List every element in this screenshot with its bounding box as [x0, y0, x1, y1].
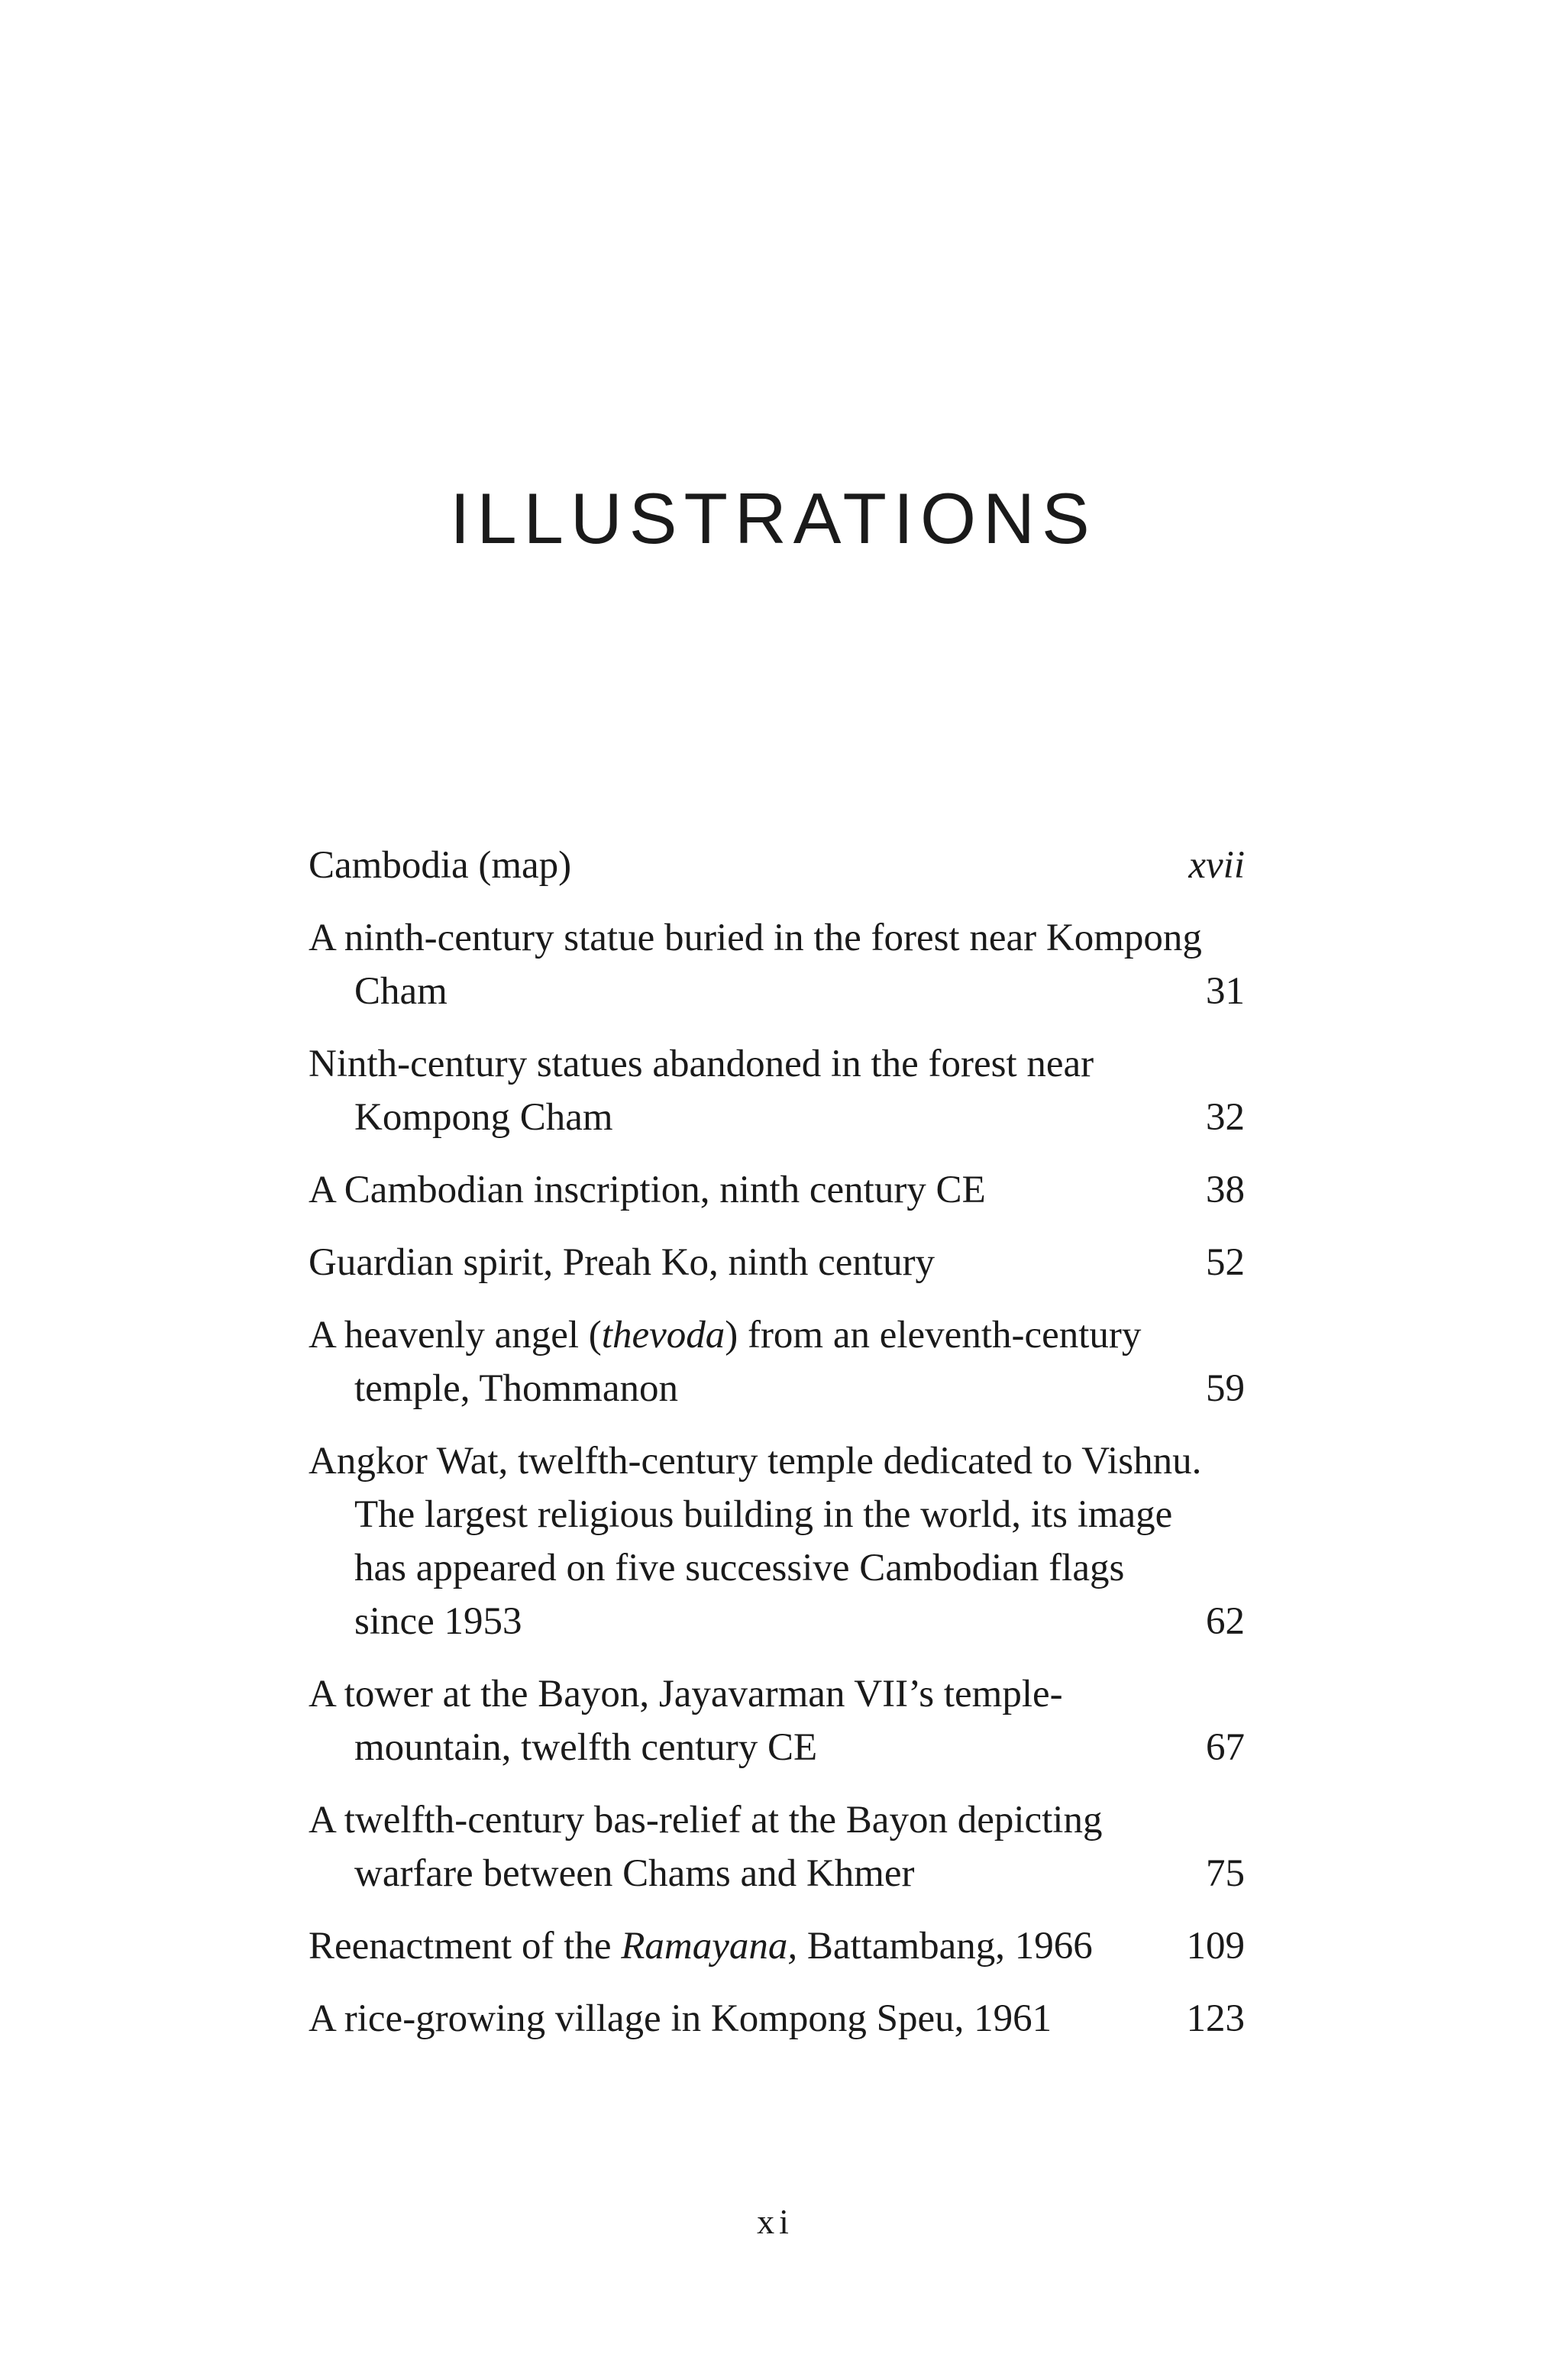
entry-caption: A Cambodian inscription, ninth century CE — [309, 1169, 986, 1211]
entry-caption: A tower at the Bayon, Jayavarman VII’s temple-mountain, twelfth century CE — [309, 1673, 1063, 1769]
entry-caption: Angkor Wat, twelfth-century temple dedicated to Vishnu. The largest religious building in the world, its image has appeared on five successive Cambodian flags since 1953 — [309, 1440, 1202, 1643]
caption-italic-term: thevoda — [601, 1314, 725, 1357]
list-item — [309, 1308, 1245, 1415]
entry-page-number: 31 — [1206, 970, 1245, 1013]
list-item — [309, 1793, 1245, 1900]
entry-caption: Guardian spirit, Preah Ko, ninth century — [309, 1241, 935, 1284]
entry-caption: Cambodia (map) — [309, 844, 572, 887]
entry-page-number: 32 — [1206, 1096, 1245, 1139]
entry-page-number: 62 — [1206, 1600, 1245, 1643]
caption-text: A heavenly angel ( — [309, 1314, 602, 1357]
entry-caption: A rice-growing village in Kompong Speu, 1961 — [309, 1997, 1052, 2040]
list-item — [309, 1434, 1245, 1648]
entry-page-number: 59 — [1206, 1367, 1245, 1410]
entry-caption — [309, 1919, 1187, 1973]
list-item — [309, 911, 1245, 1018]
list-item — [309, 1037, 1245, 1144]
entry-page-number: xvii — [1188, 844, 1245, 887]
list-item — [309, 1163, 1245, 1217]
illustrations-list — [309, 839, 1245, 2065]
entry-page-number: 52 — [1206, 1241, 1245, 1284]
caption-text: ) from an eleventh-century temple, Thommanon — [354, 1314, 1142, 1410]
page-number: xi — [757, 2202, 793, 2241]
list-item — [309, 1667, 1245, 1774]
list-item — [309, 1919, 1245, 1973]
list-item — [309, 1992, 1245, 2045]
list-item — [309, 839, 1245, 892]
caption-text: Reenactment of the — [309, 1925, 622, 1968]
entry-caption: A ninth-century statue buried in the forest near Kompong Cham — [309, 917, 1202, 1013]
list-item — [309, 1236, 1245, 1289]
entry-page-number: 67 — [1206, 1726, 1245, 1769]
caption-text: Battambang, 1966 — [797, 1925, 1093, 1968]
entry-page-number: 75 — [1206, 1852, 1245, 1895]
entry-page-number: 38 — [1206, 1169, 1245, 1211]
entry-caption: Ninth-century statues abandoned in the forest near Kompong Cham — [309, 1043, 1094, 1139]
entry-caption — [309, 1308, 1206, 1415]
entry-page-number: 109 — [1186, 1925, 1245, 1968]
page-title: ILLUSTRATIONS — [450, 478, 1097, 558]
entry-page-number: 123 — [1186, 1997, 1245, 2040]
entry-caption: A twelfth-century bas-relief at the Bayon depicting warfare between Chams and Khmer — [309, 1799, 1103, 1895]
caption-italic-term: Ramayana, — [621, 1925, 798, 1968]
